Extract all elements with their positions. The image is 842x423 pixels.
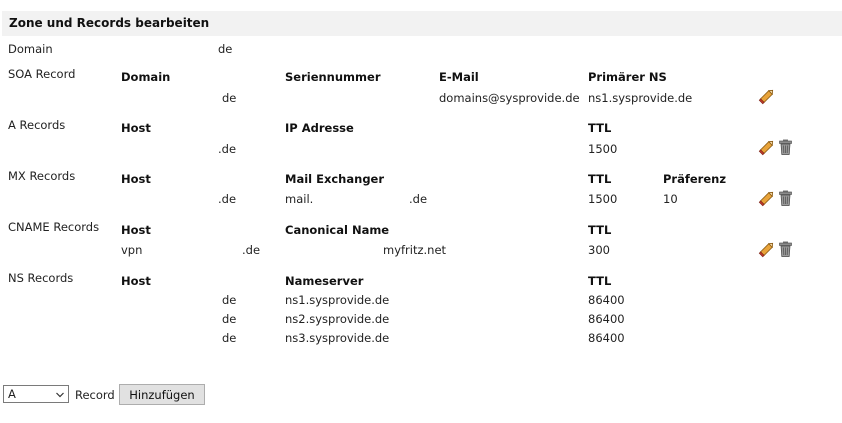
- trash-icon[interactable]: [777, 240, 795, 258]
- mx-exchanger-value-prefix: mail.: [285, 192, 314, 206]
- domain-value: de: [218, 42, 233, 56]
- soa-domain-value: de: [222, 91, 237, 105]
- soa-primary-ns-value: ns1.sysprovide.de: [588, 91, 693, 105]
- mx-header-host: Host: [121, 172, 151, 186]
- cname-header-ttl: TTL: [588, 223, 612, 237]
- soa-header-primary-ns: Primärer NS: [588, 70, 667, 84]
- ns-host-value: de: [222, 312, 237, 326]
- soa-header-email: E-Mail: [439, 70, 479, 84]
- mx-ttl-value: 1500: [588, 192, 618, 206]
- soa-email-value: domains@sysprovide.de: [439, 91, 580, 105]
- cname-host-value-prefix: vpn: [121, 243, 143, 257]
- pencil-icon[interactable]: [758, 240, 776, 258]
- mx-host-value: .de: [218, 192, 237, 206]
- ns-nameserver-value: ns1.sysprovide.de: [285, 293, 390, 307]
- ns-host-value: de: [222, 293, 237, 307]
- ns-header-ttl: TTL: [588, 274, 612, 288]
- cname-host-value-suffix: .de: [242, 243, 261, 257]
- pencil-icon[interactable]: [758, 87, 776, 105]
- record-type-select[interactable]: [3, 385, 69, 403]
- mx-preference-value: 10: [663, 192, 678, 206]
- ns-header-nameserver: Nameserver: [285, 274, 364, 288]
- trash-icon[interactable]: [777, 138, 795, 156]
- ns-nameserver-value: ns3.sysprovide.de: [285, 331, 390, 345]
- a-host-value: .de: [218, 142, 237, 156]
- ns-ttl-value: 86400: [588, 293, 625, 307]
- soa-header-serial: Seriennummer: [285, 70, 381, 84]
- mx-header-preference: Präferenz: [663, 172, 727, 186]
- a-header-ip: IP Adresse: [285, 121, 354, 135]
- soa-section-label: SOA Record: [8, 67, 76, 81]
- ns-host-value: de: [222, 331, 237, 345]
- mx-header-ttl: TTL: [588, 172, 612, 186]
- cname-header-host: Host: [121, 223, 151, 237]
- cname-ttl-value: 300: [588, 243, 610, 257]
- panel-header: [2, 11, 842, 36]
- panel-title: Zone und Records bearbeiten: [9, 16, 210, 30]
- cname-canonical-value: myfritz.net: [383, 243, 447, 257]
- record-type-selected: A: [8, 387, 16, 401]
- pencil-icon[interactable]: [758, 189, 776, 207]
- trash-icon[interactable]: [777, 189, 795, 207]
- ns-ttl-value: 86400: [588, 331, 625, 345]
- record-label: Record: [75, 388, 115, 402]
- domain-label: Domain: [8, 42, 53, 56]
- pencil-icon[interactable]: [758, 138, 776, 156]
- ns-header-host: Host: [121, 274, 151, 288]
- chevron-down-icon: [55, 389, 65, 399]
- ns-nameserver-value: ns2.sysprovide.de: [285, 312, 390, 326]
- ns-ttl-value: 86400: [588, 312, 625, 326]
- soa-header-domain: Domain: [121, 70, 171, 84]
- add-record-button[interactable]: Hinzufügen: [119, 384, 205, 405]
- cname-header-canonical: Canonical Name: [285, 223, 390, 237]
- a-ttl-value: 1500: [588, 142, 618, 156]
- mx-header-exchanger: Mail Exchanger: [285, 172, 385, 186]
- cname-section-label: CNAME Records: [8, 220, 100, 234]
- mx-section-label: MX Records: [8, 169, 76, 183]
- mx-exchanger-value-suffix: .de: [409, 192, 428, 206]
- a-header-ttl: TTL: [588, 121, 612, 135]
- a-header-host: Host: [121, 121, 151, 135]
- a-section-label: A Records: [8, 118, 66, 132]
- ns-section-label: NS Records: [8, 271, 74, 285]
